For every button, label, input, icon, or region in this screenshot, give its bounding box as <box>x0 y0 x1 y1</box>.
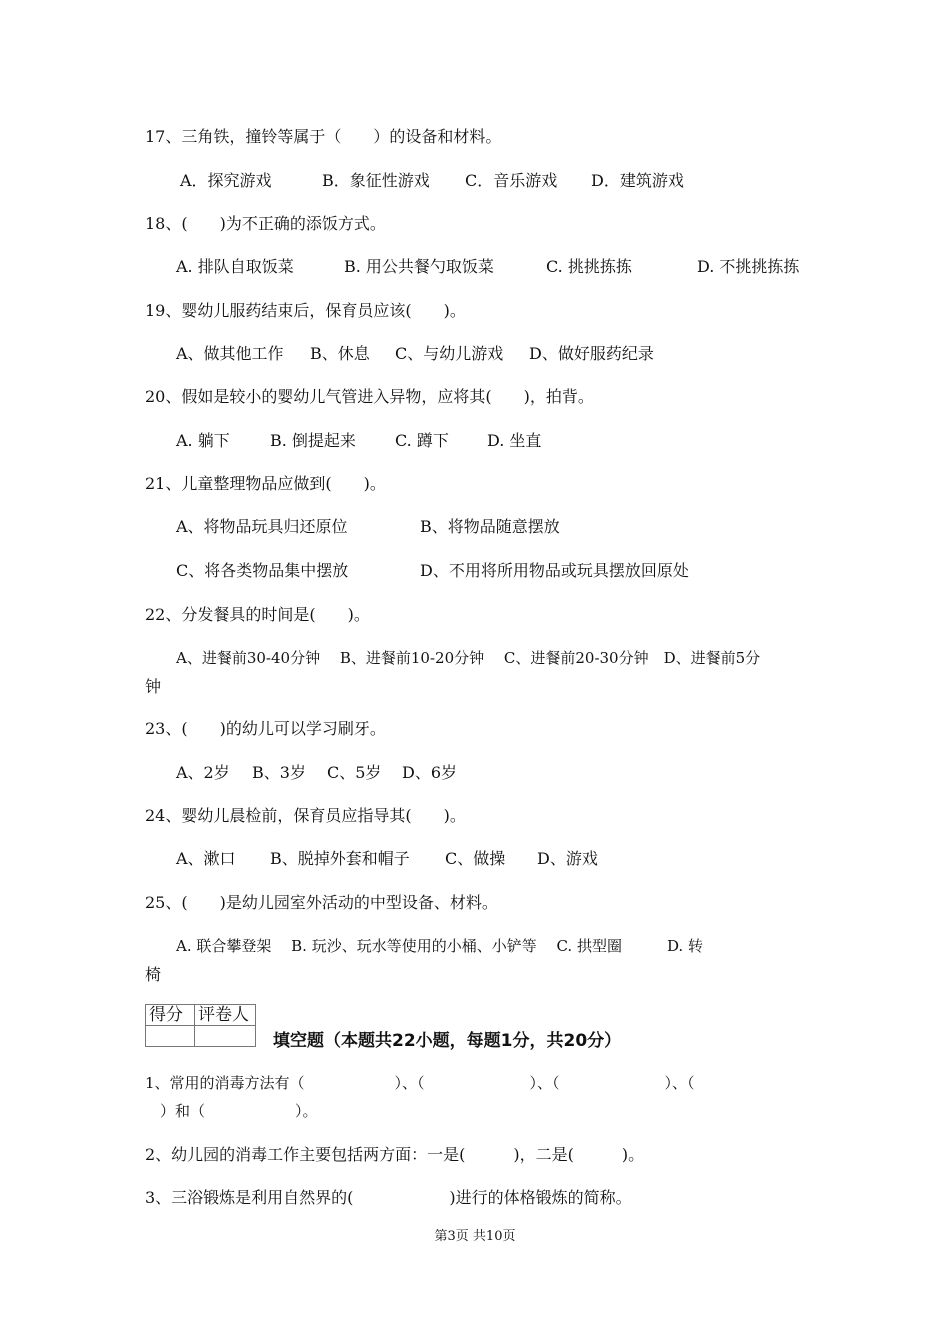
score-label: 得分 <box>146 1005 195 1026</box>
grader-label: 评卷人 <box>195 1005 256 1026</box>
question-19-option-a: A、做其他工作 <box>176 344 284 363</box>
question-20-stem: 20、假如是较小的婴幼儿气管进入异物，应将其( )，拍背。 <box>145 387 594 406</box>
question-18-stem: 18、( )为不正确的添饭方式。 <box>145 214 386 233</box>
question-19-option-b: B、休息 <box>310 344 370 363</box>
question-17-option-b: B．象征性游戏 <box>322 171 430 190</box>
question-17-option-d: D．建筑游戏 <box>591 171 684 190</box>
fill-blank-2: 2、幼儿园的消毒工作主要包括两方面：一是( )，二是( )。 <box>145 1145 645 1164</box>
question-18-option-b: B. 用公共餐勺取饭菜 <box>344 257 494 276</box>
question-19-option-d: D、做好服药纪录 <box>529 344 654 363</box>
question-20-option-d: D. 坐直 <box>487 431 542 450</box>
question-23-option-b: B、3岁 <box>252 763 306 782</box>
question-18-option-d: D. 不挑挑拣拣 <box>697 257 800 276</box>
question-21-option-b: B、将物品随意摆放 <box>420 517 560 536</box>
question-24-option-b: B、脱掉外套和帽子 <box>270 849 410 868</box>
question-17-stem: 17、三角铁，撞铃等属于（ ）的设备和材料。 <box>145 127 502 146</box>
score-cell <box>146 1026 195 1047</box>
question-20-option-b: B. 倒提起来 <box>270 431 356 450</box>
question-24-option-c: C、做操 <box>445 849 506 868</box>
question-23-stem: 23、( )的幼儿可以学习刷牙。 <box>145 719 386 738</box>
question-19-stem: 19、婴幼儿服药结束后，保育员应该( )。 <box>145 301 466 320</box>
question-20-option-a: A. 躺下 <box>176 431 230 450</box>
question-21-option-a: A、将物品玩具归还原位 <box>176 517 348 536</box>
question-18-option-a: A. 排队自取饭菜 <box>176 257 294 276</box>
question-22-stem: 22、分发餐具的时间是( )。 <box>145 605 370 624</box>
question-23-option-d: D、6岁 <box>402 763 458 782</box>
question-24-stem: 24、婴幼儿晨检前，保育员应指导其( )。 <box>145 806 466 825</box>
question-22-options: A、进餐前30-40分钟 B、进餐前10-20分钟 C、进餐前20-30分钟 D、进餐前5分 <box>176 649 761 667</box>
question-21-stem: 21、儿童整理物品应做到( )。 <box>145 474 386 493</box>
question-19-option-c: C、与幼儿游戏 <box>395 344 504 363</box>
grader-cell <box>195 1026 256 1047</box>
question-18-option-c: C. 挑挑拣拣 <box>546 257 632 276</box>
question-25-stem: 25、( )是幼儿园室外活动的中型设备、材料。 <box>145 893 498 912</box>
fill-blank-3: 3、三浴锻炼是利用自然界的( )进行的体格锻炼的简称。 <box>145 1188 632 1207</box>
question-17-option-a: A．探究游戏 <box>180 171 272 190</box>
question-25-options: A. 联合攀登架 B. 玩沙、玩水等使用的小桶、小铲等 C. 拱型圈 D. 转 <box>176 937 703 955</box>
question-20-option-c: C. 蹲下 <box>395 431 449 450</box>
question-21-option-d: D、不用将所用物品或玩具摆放回原处 <box>420 561 689 580</box>
score-table <box>145 1004 256 1047</box>
question-25-options-wrap: 椅 <box>145 965 162 984</box>
question-22-options-wrap: 钟 <box>145 677 162 696</box>
section-title: 填空题（本题共22小题，每题1分，共20分） <box>273 1031 622 1051</box>
question-23-option-c: C、5岁 <box>327 763 382 782</box>
fill-blank-1-line-2: ）和（ ）。 <box>145 1102 318 1120</box>
question-24-option-d: D、游戏 <box>537 849 598 868</box>
question-24-option-a: A、漱口 <box>176 849 236 868</box>
page-footer: 第3页 共10页 <box>434 1229 516 1244</box>
question-23-option-a: A、2岁 <box>176 763 230 782</box>
fill-blank-1-line-1: 1、常用的消毒方法有（ ）、（ ）、（ ）、（ <box>145 1074 695 1092</box>
question-17-option-c: C．音乐游戏 <box>465 171 558 190</box>
question-21-option-c: C、将各类物品集中摆放 <box>176 561 349 580</box>
